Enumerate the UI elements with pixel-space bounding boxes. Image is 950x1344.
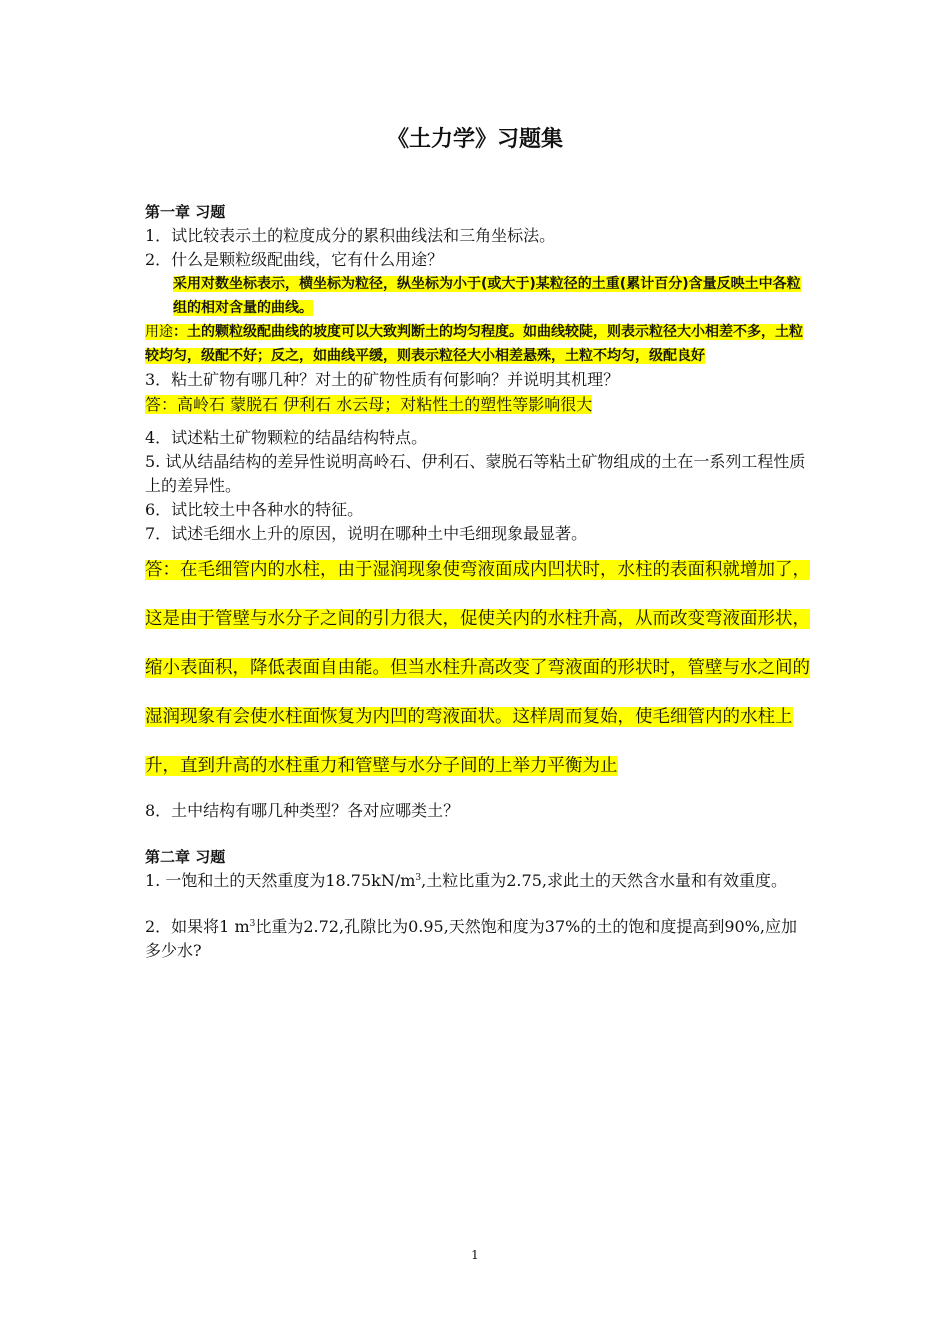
page-number: 1 — [471, 1248, 479, 1262]
document-body — [145, 200, 810, 963]
superscript: 3 — [415, 873, 422, 883]
document-title: 《土力学》习题集 — [386, 127, 563, 152]
highlight: 采用对数坐标表示，横坐标为粒径，纵坐标为小于(或大于)某粒径的土重(累计百分)含量反映土中各粒组的相对含量的曲线。 — [173, 276, 801, 316]
text: 1. 一饱和土的天然重度为18.75kN/m — [145, 871, 416, 890]
text: 比重为2.72,孔隙比为0.95,天然饱和度为37%的土的饱和度提高到90%,应加多少水? — [145, 917, 797, 960]
ch2-question-2 — [145, 915, 810, 963]
ch1-question-2: 2．什么是颗粒级配曲线，它有什么用途？ — [145, 250, 444, 269]
ch1-answer-2-usage — [145, 320, 810, 368]
ch1-question-7: 7．试述毛细水上升的原因，说明在哪种土中毛细现象最显著。 — [145, 524, 588, 543]
chapter-2-heading: 第二章 习题 — [145, 848, 226, 866]
ch1-question-1: 1．试比较表示土的粒度成分的累积曲线法和三角坐标法。 — [145, 226, 556, 245]
ch1-answer-7 — [145, 546, 810, 791]
ch2-question-1 — [145, 869, 810, 893]
ch1-question-3: 3．粘土矿物有哪几种？对土的矿物性质有何影响？并说明其机理？ — [145, 370, 620, 389]
ch1-answer-2-definition — [145, 272, 810, 320]
ch1-question-4: 4．试述粘土矿物颗粒的结晶结构特点。 — [145, 428, 428, 447]
highlight: 答：高岭石 蒙脱石 伊利石 水云母；对粘性土的塑性等影响很大 — [145, 395, 593, 414]
text: 2．如果将1 m — [145, 917, 250, 936]
ch1-question-6: 6．试比较土中各种水的特征。 — [145, 500, 364, 519]
superscript: 3 — [249, 919, 256, 929]
usage-lead: 用途 — [145, 324, 173, 340]
ch1-question-5: 5. 试从结晶结构的差异性说明高岭石、伊利石、蒙脱石等粘土矿物组成的土在一系列工程性质上的差异性。 — [145, 452, 806, 495]
ch1-question-8: 8．土中结构有哪几种类型？各对应哪类土？ — [145, 801, 460, 820]
ch1-answer-3 — [145, 392, 810, 418]
chapter-1-heading: 第一章 习题 — [145, 203, 226, 221]
highlight: ：土的颗粒级配曲线的坡度可以大致判断土的均匀程度。如曲线较陡，则表示粒径大小相差不多，土粒较均匀，级配不好；反之，如曲线平缓，则表示粒径大小相差悬殊，土粒不均匀，级配良好 — [145, 324, 803, 364]
text: ,土粒比重为2.75,求此土的天然含水量和有效重度。 — [421, 871, 787, 890]
highlight: 答：在毛细管内的水柱，由于湿润现象使弯液面成内凹状时，水柱的表面积就增加了，这是由于管壁与水分子之间的引力很大，促使关内的水柱升高，从而改变弯液面形状，缩小表面积，降低表面自由能。但当水柱升高改变了弯液面的形状时，管壁与水之间的湿润现象有会使水柱面恢复为内凹的弯液面状。这样周而复始，使毛细管内的水柱上升，直到升高的水柱重力和管壁与水分子间的上举力平衡为止 — [145, 560, 810, 776]
